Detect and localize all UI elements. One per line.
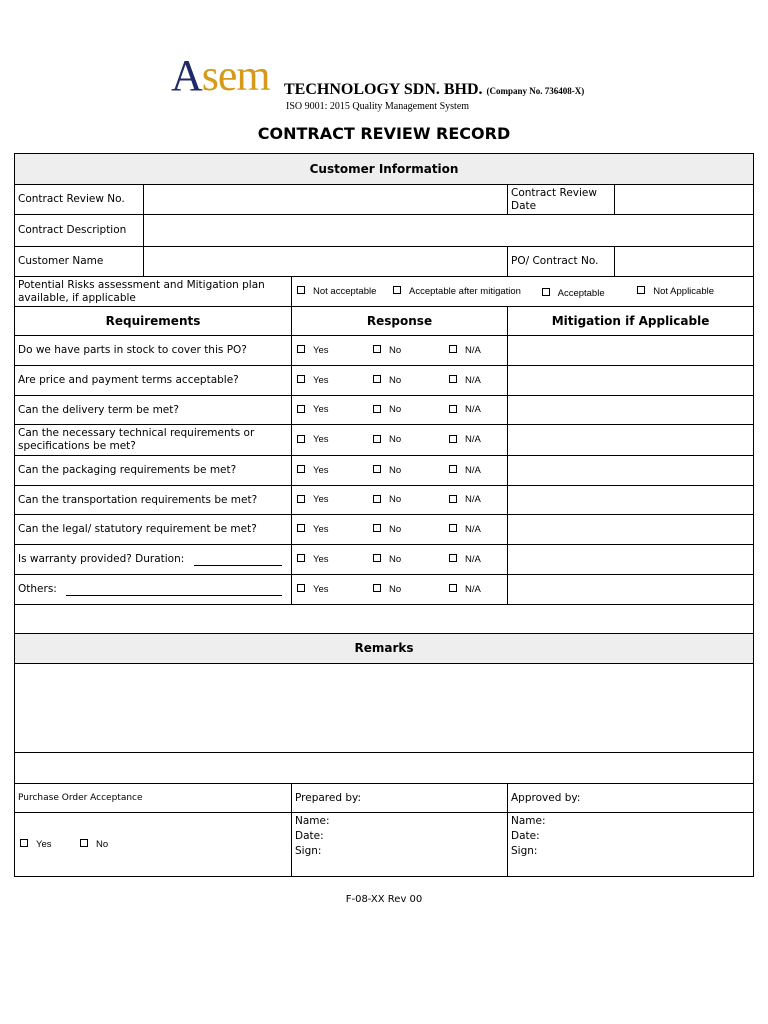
checkbox-no[interactable] [373,554,381,562]
approved-by-details[interactable] [508,813,754,877]
option-no: No [389,583,402,595]
option-yes: Yes [313,344,329,356]
table-row [15,425,754,456]
option-no: No [389,374,402,386]
checkbox-no[interactable] [373,345,381,353]
po-contract-no-label: PO/ Contract No. [508,247,615,277]
requirement-question: Are price and payment terms acceptable? [15,366,292,396]
prepared-date-label: Date: [295,830,324,842]
option-na: N/A [465,404,481,416]
checkbox-no[interactable] [373,584,381,592]
response-options [292,336,508,366]
checkbox-not-applicable[interactable] [637,286,645,294]
table-row [15,396,754,425]
mitigation-field[interactable] [508,366,754,396]
checkbox-na[interactable] [449,435,457,443]
checkbox-no[interactable] [373,524,381,532]
option-yes: Yes [313,523,329,535]
option-no: No [389,553,402,565]
checkbox-yes[interactable] [297,435,305,443]
contract-review-no-field[interactable] [144,185,508,215]
checkbox-no[interactable] [373,375,381,383]
checkbox-yes[interactable] [297,465,305,473]
checkbox-no[interactable] [373,405,381,413]
option-yes: Yes [313,374,329,386]
checkbox-na[interactable] [449,495,457,503]
approved-sign-label: Sign: [511,845,538,857]
iso-certification: ISO 9001: 2015 Quality Management System [286,101,470,112]
option-yes: Yes [313,464,329,476]
checkbox-yes[interactable] [297,584,305,592]
warranty-duration-line[interactable] [194,554,282,566]
checkbox-acceptable[interactable] [542,288,550,296]
option-na: N/A [465,494,481,506]
option-no: No [389,434,402,446]
checkbox-na[interactable] [449,375,457,383]
remarks-field[interactable] [15,664,754,753]
company-name-text: TECHNOLOGY SDN. BHD. [284,81,483,98]
option-yes: Yes [313,404,329,416]
table-row [15,366,754,396]
checkbox-na[interactable] [449,524,457,532]
company-name [284,80,584,101]
mitigation-field[interactable] [508,396,754,425]
option-yes: Yes [313,494,329,506]
po-contract-no-field[interactable] [615,247,754,277]
checkbox-yes[interactable] [297,345,305,353]
checkbox-no[interactable] [373,465,381,473]
checkbox-po-no[interactable] [80,839,88,847]
checkbox-no[interactable] [373,495,381,503]
spacer-row [15,753,754,784]
po-acceptance-options [15,813,292,877]
contract-description-label: Contract Description [15,215,144,247]
mitigation-field[interactable] [508,575,754,605]
mitigation-field[interactable] [508,545,754,575]
company-logo [171,51,270,100]
option-no: No [389,494,402,506]
response-options [292,486,508,515]
response-heading: Response [292,307,508,336]
checkbox-yes[interactable] [297,524,305,532]
table-row [15,575,754,605]
approved-by-label: Approved by: [508,784,754,813]
customer-information-heading: Customer Information [15,154,754,185]
form-code: F-08-XX Rev 00 [345,894,423,905]
requirement-question: Can the packaging requirements be met? [15,456,292,486]
checkbox-not-acceptable[interactable] [297,286,305,294]
risk-assessment-label: Potential Risks assessment and Mitigation plan available, if applicable [15,277,292,307]
prepared-name-label: Name: [295,815,330,827]
risk-assessment-options [292,277,754,307]
requirements-heading: Requirements [15,307,292,336]
approved-date-label: Date: [511,830,540,842]
mitigation-heading: Mitigation if Applicable [508,307,754,336]
checkbox-po-yes[interactable] [20,839,28,847]
requirement-question: Can the transportation requirements be met? [15,486,292,515]
response-options [292,545,508,575]
response-options [292,366,508,396]
option-na: N/A [465,553,481,565]
document-title: CONTRACT REVIEW RECORD [257,124,511,143]
checkbox-na[interactable] [449,405,457,413]
checkbox-acceptable-after-mitigation[interactable] [393,286,401,294]
requirement-question: Can the legal/ statutory requirement be met? [15,515,292,545]
option-yes: Yes [313,553,329,565]
checkbox-yes[interactable] [297,405,305,413]
table-row [15,456,754,486]
response-options [292,425,508,456]
response-options [292,456,508,486]
option-no: No [389,344,402,356]
requirement-question: Do we have parts in stock to cover this PO? [15,336,292,366]
requirement-question: Can the necessary technical requirements or specifications be met? [15,425,292,456]
prepared-sign-label: Sign: [295,845,322,857]
option-no: No [389,404,402,416]
table-row [15,336,754,366]
option-not-acceptable: Not acceptable [313,285,377,297]
spacer-row [15,605,754,634]
table-row [15,545,754,575]
checkbox-yes[interactable] [297,375,305,383]
contract-review-no-label: Contract Review No. [15,185,144,215]
requirement-question [15,575,292,605]
requirement-question: Can the delivery term be met? [15,396,292,425]
option-no: No [389,464,402,476]
customer-name-label: Customer Name [15,247,144,277]
mitigation-field[interactable] [508,425,754,456]
option-na: N/A [465,583,481,595]
option-not-applicable: Not Applicable [653,285,714,297]
others-question-text: Others: [18,583,57,595]
option-acceptable: Acceptable [557,287,605,299]
approved-name-label: Name: [511,815,546,827]
mitigation-field[interactable] [508,456,754,486]
checkbox-yes[interactable] [297,495,305,503]
requirement-question [15,545,292,575]
logo-letter-a: A [171,51,202,100]
response-options [292,396,508,425]
others-line[interactable] [66,584,282,596]
option-no: No [389,523,402,535]
checkbox-na[interactable] [449,465,457,473]
mitigation-field[interactable] [508,336,754,366]
checkbox-no[interactable] [373,435,381,443]
checkbox-yes[interactable] [297,554,305,562]
response-options [292,575,508,605]
remarks-heading: Remarks [15,634,754,664]
purchase-order-acceptance-label: Purchase Order Acceptance [15,784,292,813]
option-na: N/A [465,434,481,446]
option-yes: Yes [313,434,329,446]
customer-name-field[interactable] [144,247,508,277]
option-po-yes: Yes [36,838,52,850]
table-row [15,515,754,545]
mitigation-field[interactable] [508,515,754,545]
option-na: N/A [465,344,481,356]
option-po-no: No [96,838,109,850]
contract-review-date-label: Contract Review Date [508,185,615,215]
response-options [292,515,508,545]
prepared-by-details[interactable] [292,813,508,877]
checkbox-na[interactable] [449,554,457,562]
option-na: N/A [465,464,481,476]
contract-description-field[interactable] [144,215,754,247]
prepared-by-label: Prepared by: [292,784,508,813]
option-acceptable-after-mitigation: Acceptable after mitigation [409,285,521,297]
checkbox-na[interactable] [449,345,457,353]
table-row [15,486,754,515]
option-na: N/A [465,523,481,535]
contract-review-form [14,153,754,877]
company-registration: (Company No. 736408-X) [486,86,585,96]
checkbox-na[interactable] [449,584,457,592]
warranty-question-text: Is warranty provided? Duration: [18,553,185,565]
option-na: N/A [465,374,481,386]
contract-review-date-field[interactable] [615,185,754,215]
option-yes: Yes [313,583,329,595]
logo-letters-sem: sem [201,51,270,100]
mitigation-field[interactable] [508,486,754,515]
